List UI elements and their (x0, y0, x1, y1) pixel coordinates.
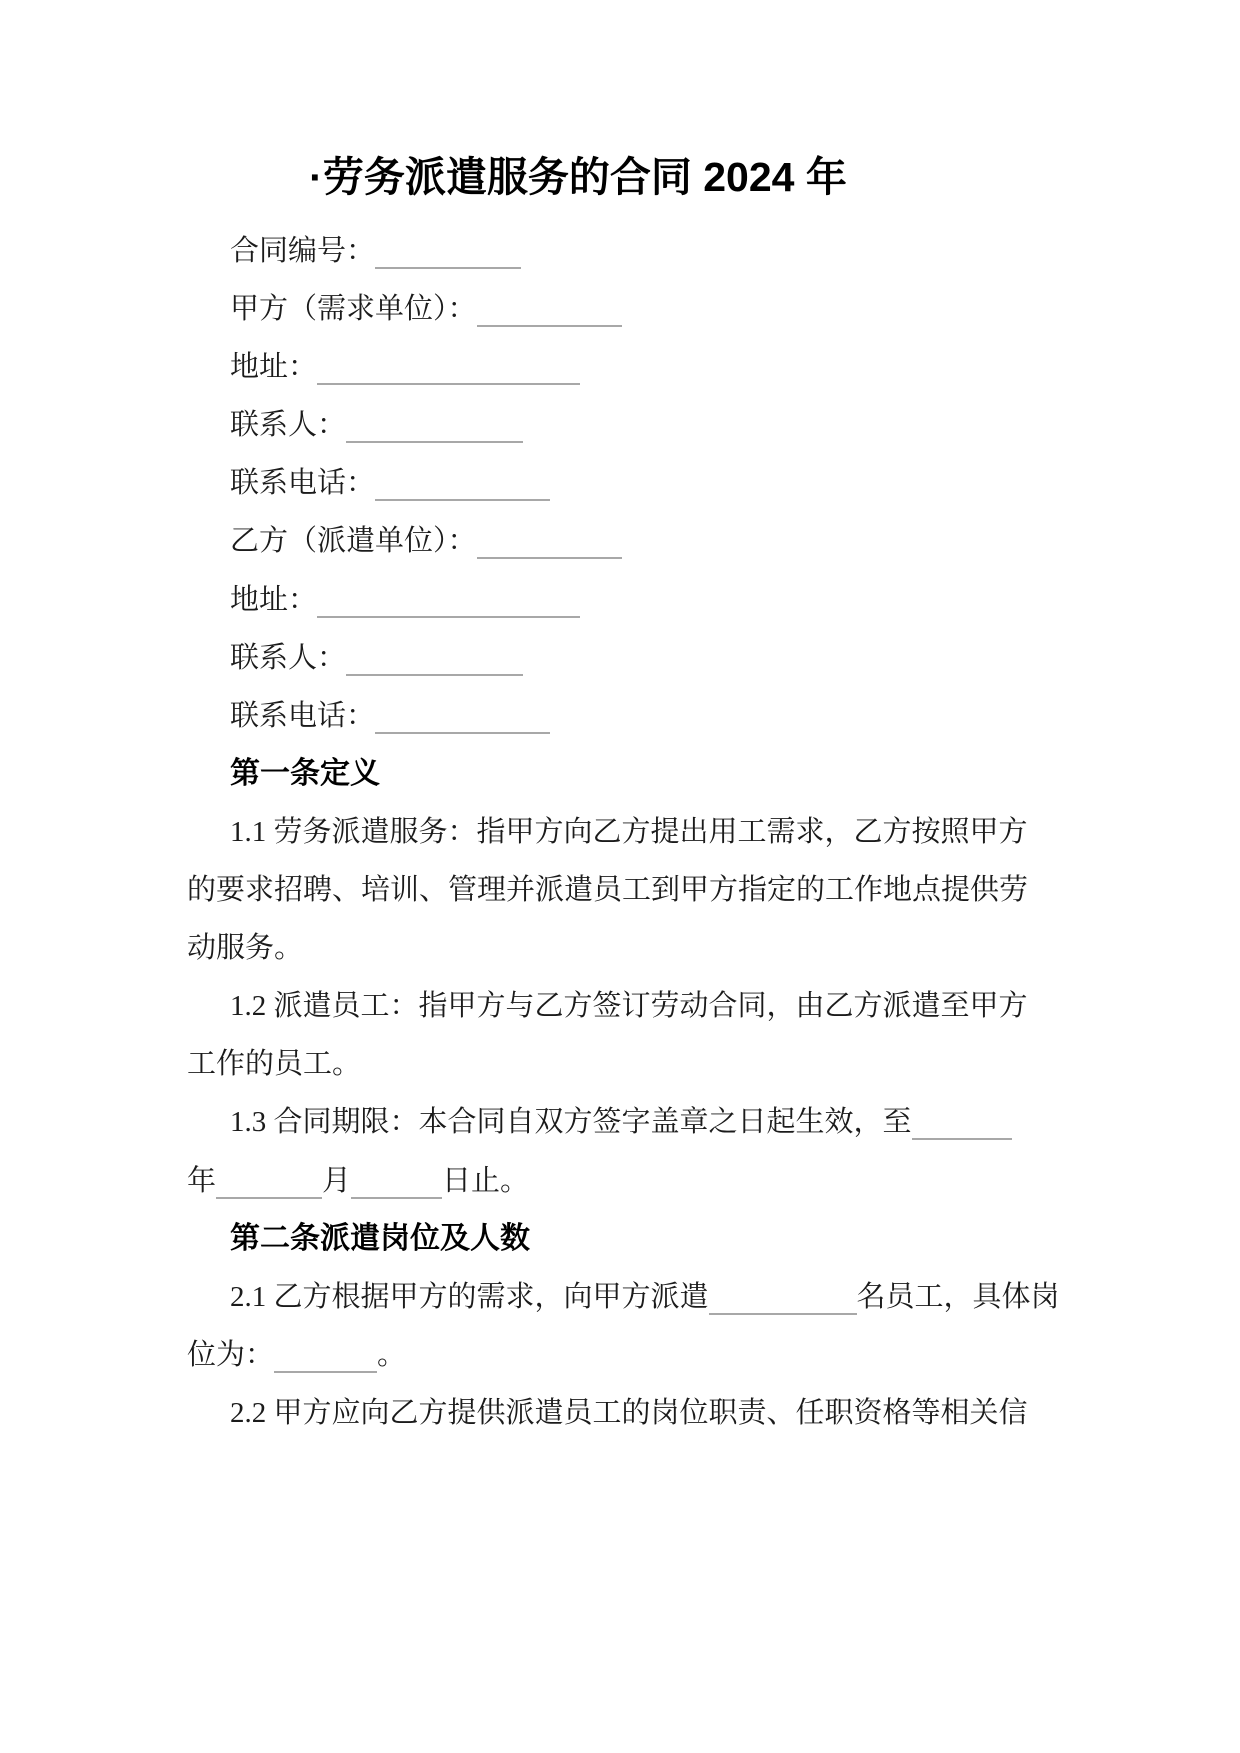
end-year-blank[interactable] (912, 1108, 1012, 1140)
section-1-heading: 第一条定义 (230, 756, 380, 790)
field-row-party-a (187, 280, 1053, 338)
clause-1-3-line-1 (187, 1093, 1053, 1151)
party-b-address-blank[interactable] (317, 586, 580, 618)
field-row-party-b-address (187, 571, 1053, 629)
clause-text: 年 (187, 1164, 217, 1197)
party-b-name-blank[interactable] (477, 527, 622, 559)
field-label: 乙方（派遣单位）： (230, 525, 477, 558)
clause-text: 2.1 乙方根据甲方的需求，向甲方派遣 (230, 1280, 709, 1313)
field-row-party-a-contact (187, 396, 1053, 454)
party-a-name-blank[interactable] (477, 295, 622, 327)
clause-1-1-line-1: 1.1 劳务派遣服务：指甲方向乙方提出用工需求，乙方按照甲方 (230, 815, 1028, 848)
position-blank[interactable] (274, 1341, 377, 1373)
clause-text: 。 (377, 1338, 407, 1371)
party-a-address-blank[interactable] (317, 353, 580, 385)
field-label: 地址： (230, 583, 318, 616)
field-label: 联系人： (230, 641, 347, 674)
clause-text: 月 (322, 1164, 352, 1197)
field-label: 合同编号： (230, 235, 376, 267)
party-b-contact-blank[interactable] (346, 644, 523, 676)
clause-text: 日止。 (442, 1164, 530, 1197)
clause-text: 1.3 合同期限：本合同自双方签字盖章之日起生效，至 (230, 1106, 912, 1139)
field-label: 联系人： (230, 409, 347, 442)
clause-1-1-line-2: 的要求招聘、培训、管理并派遣员工到甲方指定的工作地点提供劳 (187, 874, 1029, 907)
field-row-party-b (187, 512, 1053, 570)
clause-1-3-line-2 (187, 1152, 1053, 1210)
clause-text: 名员工，具体岗 (856, 1280, 1060, 1313)
field-label: 地址： (230, 351, 318, 384)
field-row-party-b-phone (187, 687, 1053, 745)
field-row-party-b-contact (187, 629, 1053, 687)
document-title: ·劳务派遣服务的合同 2024 年 (309, 154, 847, 200)
section-2-heading: 第二条派遣岗位及人数 (230, 1221, 530, 1255)
clause-2-2-line-1: 2.2 甲方应向乙方提供派遣员工的岗位职责、任职资格等相关信 (230, 1396, 1028, 1429)
clause-1-2-line-1: 1.2 派遣员工：指甲方与乙方签订劳动合同，由乙方派遣至甲方 (230, 990, 1028, 1023)
clause-text: 位为： (187, 1338, 275, 1371)
field-label: 甲方（需求单位）： (230, 293, 477, 326)
clause-1-2-line-2: 工作的员工。 (187, 1048, 362, 1081)
party-a-contact-blank[interactable] (346, 411, 523, 443)
end-day-blank[interactable] (351, 1167, 442, 1199)
field-row-party-a-address (187, 338, 1053, 396)
field-row-party-a-phone (187, 454, 1053, 512)
clause-1-1-line-3: 动服务。 (187, 932, 304, 965)
party-a-phone-blank[interactable] (375, 469, 550, 501)
employee-count-blank[interactable] (709, 1283, 857, 1315)
party-b-phone-blank[interactable] (375, 702, 550, 734)
field-label: 联系电话： (230, 467, 376, 500)
contract-number-blank[interactable] (375, 237, 521, 269)
clause-2-1-line-2 (187, 1326, 1053, 1384)
clause-2-1-line-1 (187, 1268, 1060, 1326)
end-month-blank[interactable] (216, 1167, 322, 1199)
field-label: 联系电话： (230, 699, 376, 732)
field-row-contract-number (187, 222, 1053, 280)
